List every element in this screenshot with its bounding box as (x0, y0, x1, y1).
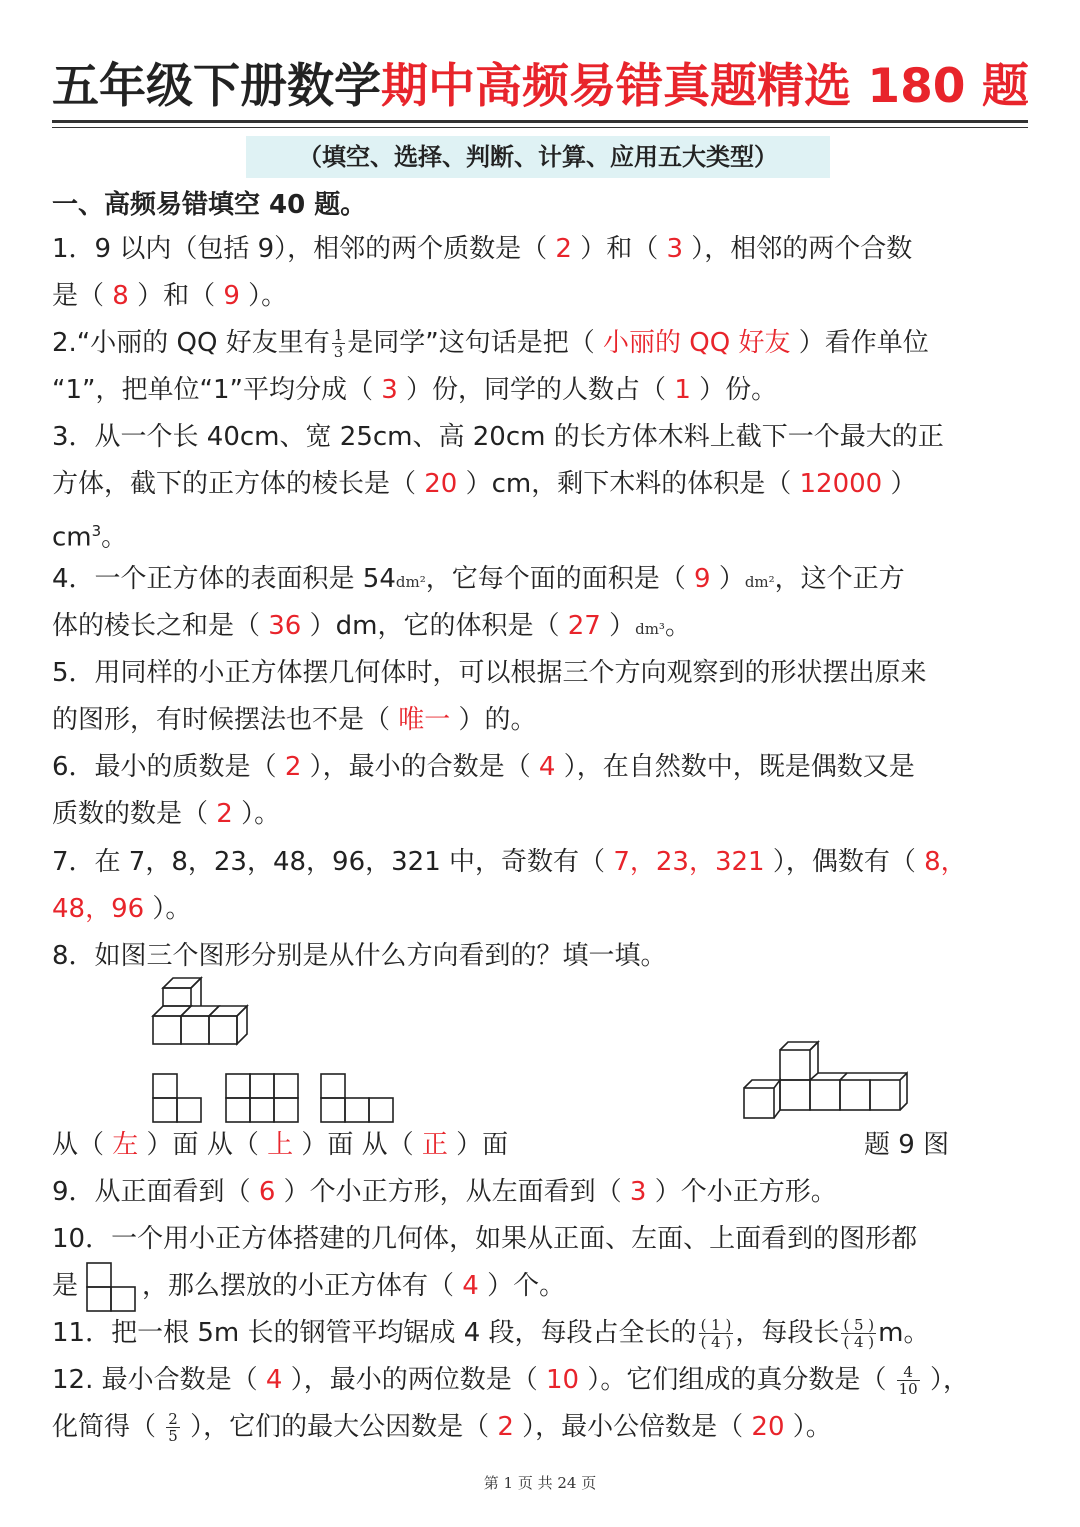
answer: 48，96 (52, 894, 145, 924)
q1-line1: 1．9 以内（包括 9），相邻的两个质数是（ 2 ）和（ 3 ），相邻的两个合数 (52, 234, 913, 264)
q4-line2: 体的棱长之和是（ 36 ）dm，它的体积是（ 27 ）dm³。 (52, 611, 691, 641)
q5-line1: 5．用同样的小正方体摆几何体时，可以根据三个方向观察到的形状摆出原来 (52, 658, 927, 688)
top-view-figure (225, 1073, 301, 1123)
q10-line2: 是 ，那么摆放的小正方体有（ 4 ）个。 (52, 1271, 566, 1301)
answer: 6 (258, 1177, 276, 1207)
title-rule-thick (52, 120, 1028, 123)
answer: 27 (567, 611, 601, 641)
q2-line2: “1”，把单位“1”平均分成（ 3 ）份，同学的人数占（ 1 ）份。 (52, 375, 778, 405)
answer: 10 (545, 1365, 580, 1395)
answer: 3 (381, 375, 398, 405)
q2-line1: 2.“小丽的 QQ 好友里有 $\frac{1}{3}$ 是同学”这句话是把（ 小丽的 QQ 好友 ）看作单位 (52, 326, 929, 361)
cube-figure-q9 (740, 1040, 912, 1122)
q3-line3: $cm^3$。 (52, 522, 128, 553)
answer: 2 (216, 799, 233, 829)
answer: 9 (223, 281, 240, 311)
section-heading: 一、高频易错填空 40 题。 (52, 190, 367, 220)
answer: 8， (924, 847, 967, 877)
answer: 2 (497, 1412, 514, 1442)
answer: 左 (112, 1130, 139, 1160)
answer: 4 (462, 1271, 479, 1301)
q3-line1: 3．从一个长 40cm、宽 25cm、高 20cm 的长方体木料上截下一个最大的正 (52, 422, 944, 452)
answer: 12000 (799, 469, 883, 499)
answer: 4 (265, 1365, 283, 1395)
answer: 2 (555, 234, 572, 264)
answer: 唯一 (398, 705, 451, 735)
title-red: 期中高频易错真题精选 180 题 (381, 59, 1029, 114)
q7-line1: 7．在 7，8，23，48，96，321 中，奇数有（ 7，23，321 ），偶数有（ 8， (52, 847, 967, 877)
answer: 上 (267, 1130, 294, 1160)
q1-line2: 是（ 8 ）和（ 9 ）。 (52, 281, 288, 311)
answer: 小丽的 QQ 好友 (603, 328, 791, 358)
subtitle: （填空、选择、判断、计算、应用五大类型） (246, 136, 830, 178)
q10-line1: 10．一个用小正方体搭建的几何体，如果从正面、左面、上面看到的图形都 (52, 1224, 918, 1254)
fraction: $\frac{( 5 )}{( 4 )}$ (843, 1316, 875, 1351)
q4-line1: 4．一个正方体的表面积是 54dm²，它每个面的面积是（ 9 ）dm²，这个正方 (52, 564, 905, 594)
page-footer: 第 1 页 共 24 页 (483, 1474, 597, 1492)
cube-figure-q8 (150, 972, 250, 1048)
q9-line1: 9．从正面看到（ 6 ）个小正方形，从左面看到（ 3 ）个小正方形。 (52, 1177, 837, 1207)
figure-9-caption: 题 9 图 (864, 1130, 950, 1160)
answer: 8 (112, 281, 129, 311)
q6-line1: 6．最小的质数是（ 2 ），最小的合数是（ 4 ），在自然数中，既是偶数又是 (52, 752, 915, 782)
answer: 1 (674, 375, 691, 405)
q12-line2: 化简得（ $\frac{2}{5}$ ），它们的最大公因数是（ 2 ），最小公倍数是（ 20 ）。 (52, 1410, 832, 1445)
fraction: $\frac{2}{5}$ (168, 1410, 178, 1445)
fraction: $\frac{( 1 )}{( 4 )}$ (700, 1316, 732, 1351)
q5-line2: 的图形，有时候摆法也不是（ 唯一 ）的。 (52, 705, 537, 735)
answer: 4 (538, 752, 556, 782)
answer: 7，23，321 (613, 847, 765, 877)
l-shape-figure (86, 1262, 138, 1314)
answer: 3 (666, 234, 684, 264)
front-view-figure (320, 1073, 398, 1123)
q7-line2: 48，96 ）。 (52, 894, 192, 924)
q12-line1: 12. 最小合数是（ 4 ），最小的两位数是（ 10 ）。它们组成的真分数是（ $\frac{4}{10}$ ）， (52, 1363, 969, 1398)
q6-line2: 质数的数是（ 2 ）。 (52, 799, 281, 829)
page-title (52, 52, 1032, 122)
q11-line1: 11．把一根 5m 长的钢管平均锯成 4 段，每段占全长的 $\frac{( 1 )}{( 4 )}$ ，每段长 $\frac{( 5 )}{( 4 )}$ m。 (52, 1316, 930, 1351)
answer: 36 (268, 611, 302, 641)
answer: 20 (751, 1412, 785, 1442)
q8-captions: 从（ 左 ）面 从（ 上 ）面 从（ 正 ）面 (52, 1130, 509, 1160)
fraction: $\frac{1}{3}$ (333, 326, 344, 361)
title-black: 五年级下册数学 (52, 59, 381, 114)
answer: 20 (424, 469, 458, 499)
q8-line1: 8．如图三个图形分别是从什么方向看到的？填一填。 (52, 941, 667, 971)
q3-line2: 方体，截下的正方体的棱长是（ 20 ）cm，剩下木料的体积是（ 12000 ） (52, 469, 917, 499)
answer: 3 (629, 1177, 647, 1207)
answer: 2 (284, 752, 302, 782)
title-rule-thin (52, 127, 1028, 128)
fraction: $\frac{4}{10}$ (898, 1363, 918, 1398)
answer: 正 (421, 1130, 448, 1160)
answer: 9 (694, 564, 711, 594)
left-view-figure (152, 1073, 204, 1123)
